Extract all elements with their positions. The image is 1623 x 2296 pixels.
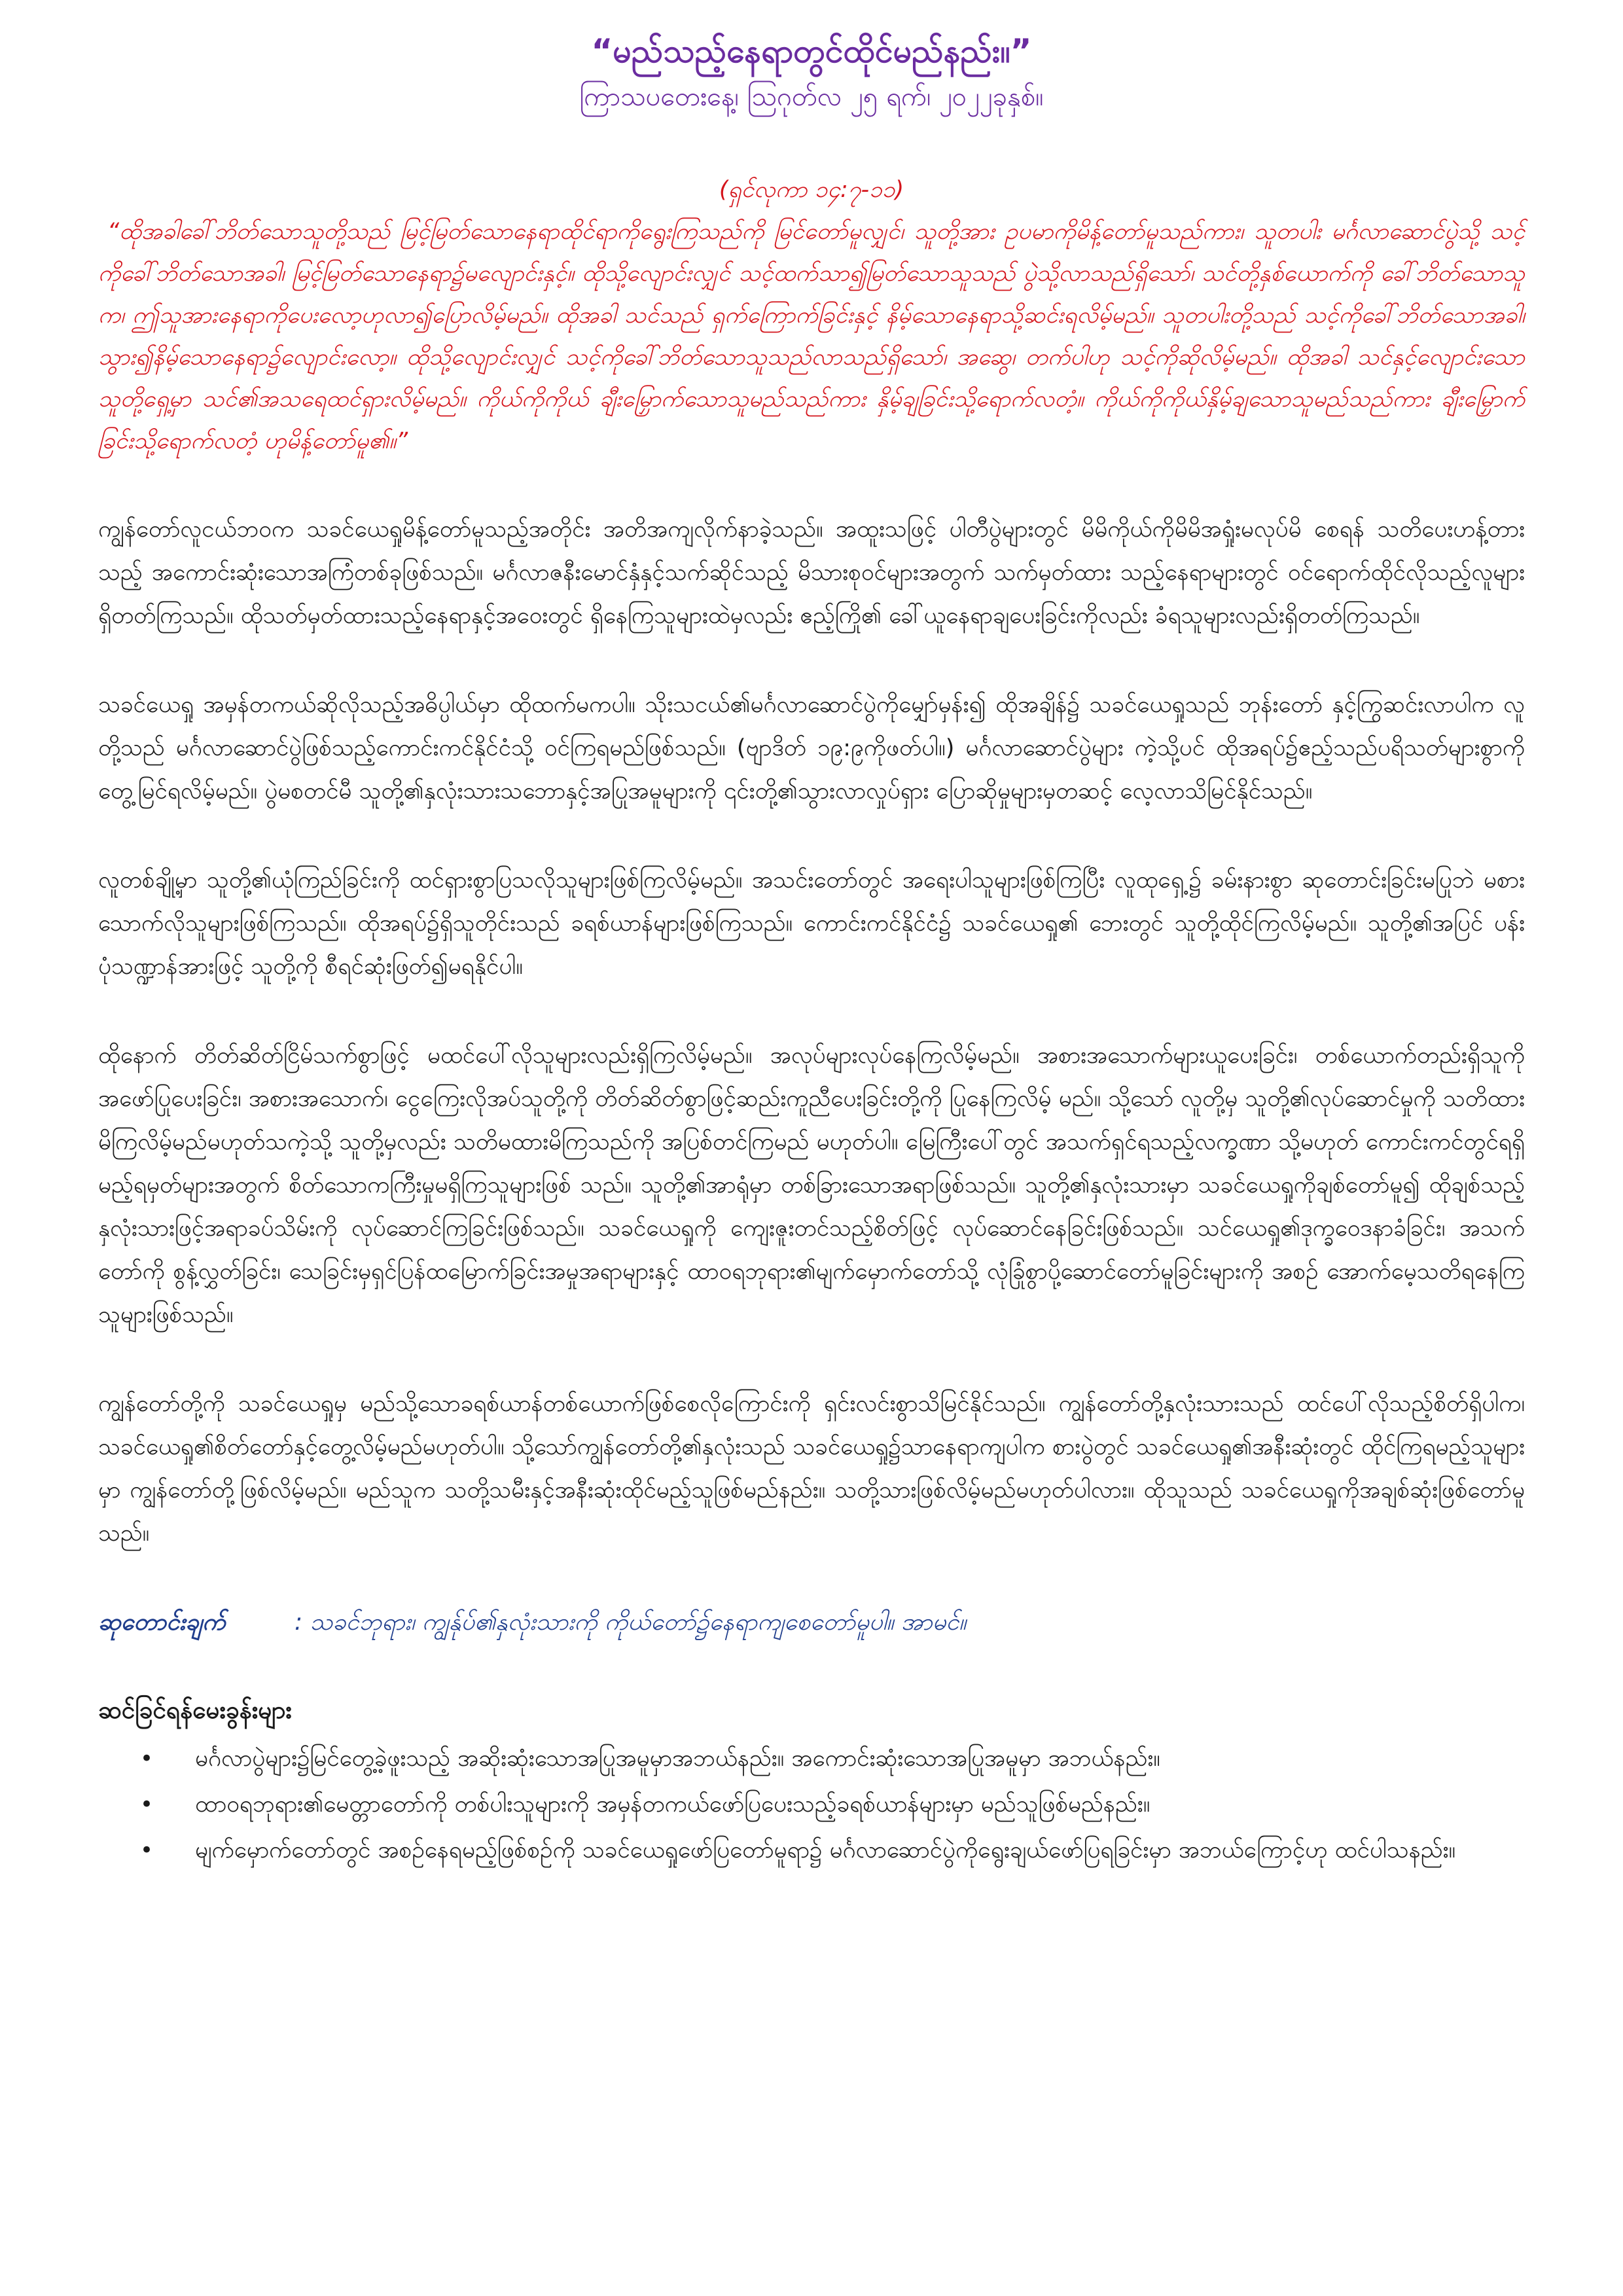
bullet-icon: • (140, 1837, 154, 1863)
bullet-icon: • (140, 1791, 154, 1818)
scripture-reference: (ရှင်လုကာ ၁၄:၇-၁၁) (719, 177, 904, 203)
reflection-questions (98, 1689, 1525, 1872)
question-item (98, 1829, 1525, 1872)
question-text: မင်္ဂလာပွဲများ၌မြင်တွေ့ခဲ့ဖူးသည့် အဆိုးဆုံးသောအပြုအမူမှာအဘယ်နည်း။ အကောင်းဆုံးသောအပြုအမူမှာ အဘယ်နည်း။ (195, 1746, 1160, 1772)
scripture-block (98, 169, 1525, 462)
question-text: ထာဝရဘုရား၏မေတ္တာတော်ကို တစ်ပါးသူများကို အမှန်တကယ်ဖော်ပြပေးသည့်ခရစ်ယာန်များမှာ မည်သူဖြစ်မည်နည်း။ (195, 1791, 1150, 1818)
question-item (98, 1737, 1525, 1780)
body-paragraph-1: ကျွန်တော်လူငယ်ဘဝက သခင်ယေရှုမိန့်တော်မူသည့်အတိုင်း အတိအကျလိုက်နာခဲ့သည်။ အထူးသဖြင့် ပါတီပွဲများတွင် မိမိကိုယ်ကိုမိမိအရှုံးမလုပ်မိ စေရန် သတိပေးဟန့်တားသည့် အကောင်းဆုံးသောအကြံတစ်ခုဖြစ်သည်။ မင်္ဂလာဇနီးမောင်နှံနှင့်သက်ဆိုင်သည့် မိသားစုဝင်များအတွက် သက်မှတ်ထား သည့်နေရာများတွင် ဝင်ရောက်ထိုင်လိုသည့်လူများရှိတတ်ကြသည်။ ထိုသတ်မှတ်ထားသည့်နေရာနှင့်အဝေးတွင် ရှိနေကြသူများထဲမှလည်း ဧည့်ကြို၏ ခေါ်ယူနေရာချပေးခြင်းကိုလည်း ခံရသူများလည်းရှိတတ်ကြသည်။ (98, 516, 1525, 629)
body-paragraph-3: လူတစ်ချို့မှာ သူတို့၏ယုံကြည်ခြင်းကို ထင်ရှားစွာပြသလိုသူများဖြစ်ကြလိမ့်မည်။ အသင်းတော်တွင် အရေးပါသူများဖြစ်ကြပြီး လူထုရှေ့၌ ခမ်းနားစွာ ဆုတောင်းခြင်းမပြုဘဲ မစားသောက်လိုသူများဖြစ်ကြသည်။ ထိုအရပ်၌ရှိသူတိုင်းသည် ခရစ်ယာန်များဖြစ်ကြသည်။ ကောင်းကင်နိုင်ငံ၌ သခင်ယေရှု၏ ဘေးတွင် သူတို့ထိုင်ကြလိမ့်မည်။ သူတို့၏အပြင် ပန်းပုံသဏ္ဍာန်အားဖြင့် သူတို့ကို စီရင်ဆုံးဖြတ်၍မရနိုင်ပါ။ (98, 867, 1525, 980)
prayer-text: : သခင်ဘုရား၊ ကျွန်ုပ်၏နှလုံးသားကို ကိုယ်တော်၌နေရာကျစေတော်မူပါ။ အာမင်။ (294, 1609, 967, 1636)
questions-heading: ဆင်ခြင်ရန်မေးခွန်းများ (98, 1696, 292, 1724)
date-line: ကြာသပတေးနေ့၊ ဩဂုတ်လ ၂၅ ရက်၊ ၂၀၂၂ခုနှစ်။ (579, 82, 1044, 112)
question-item (98, 1783, 1525, 1826)
question-text: မျက်မှောက်တော်တွင် အစဉ်နေရမည့်ဖြစ်စဉ်ကို သခင်ယေရှုဖော်ပြတော်မူရာ၌ မင်္ဂလာဆောင်ပွဲကိုရွေးချယ်ဖော်ပြရခြင်းမှာ အဘယ်ကြောင့်ဟု ထင်ပါသနည်း။ (195, 1837, 1456, 1863)
body-paragraph-5: ကျွန်တော်တို့ကို သခင်ယေရှုမှ မည်သို့သောခရစ်ယာန်တစ်ယောက်ဖြစ်စေလိုကြောင်းကို ရှင်းလင်းစွာသိမြင်နိုင်သည်။ ကျွန်တော်တို့နှလုံးသားသည် ထင်ပေါ်လိုသည့်စိတ်ရှိပါက၊ သခင်ယေရှု၏စိတ်တော်နှင့်တွေ့လိမ့်မည်မဟုတ်ပါ။ သို့သော်ကျွန်တော်တို့၏နှလုံးသည် သခင်ယေရှု၌သာနေရာကျပါက စားပွဲတွင် သခင်ယေရှု၏အနီးဆုံးတွင် ထိုင်ကြရမည့်သူများမှာ ကျွန်တော်တို့ဖြစ်လိမ့်မည်။ မည်သူက သတို့သမီးနှင့်အနီးဆုံးထိုင်မည့်သူဖြစ်မည်နည်း။ သတို့သားဖြစ်လိမ့်မည်မဟုတ်ပါလား။ ထိုသူသည် သခင်ယေရှုကိုအချစ်ဆုံးဖြစ်တော်မူသည်။ (98, 1391, 1525, 1547)
questions-list (98, 1737, 1525, 1872)
prayer-label: ဆုတောင်းချက် (98, 1609, 226, 1636)
prayer-line (98, 1601, 1525, 1644)
body-paragraph-2: သခင်ယေရှု အမှန်တကယ်ဆိုလိုသည့်အဓိပ္ပါယ်မှာ ထိုထက်မကပါ။ သိုးသငယ်၏မင်္ဂလာဆောင်ပွဲကိုမျှော်မှန်း၍ ထိုအချိန်၌ သခင်ယေရှုသည် ဘုန်းတော် နှင့်ကြွဆင်းလာပါက လူတို့သည် မင်္ဂလာဆောင်ပွဲဖြစ်သည့်ကောင်းကင်နိုင်ငံသို့ ဝင်ကြရမည်ဖြစ်သည်။ (ဗျာဒိတ် ၁၉:၉ကိုဖတ်ပါ။) မင်္ဂလာဆောင်ပွဲများ ကဲ့သို့ပင် ထိုအရပ်၌ဧည့်သည်ပရိသတ်များစွာကို တွေ့မြင်ရလိမ့်မည်။ ပွဲမစတင်မီ သူတို့၏နှလုံးသားသဘောနှင့်အပြုအမူများကို ၎င်းတို့၏သွားလာလှုပ်ရှား ပြောဆိုမှုများမှတဆင့် လေ့လာသိမြင်နိုင်သည်။ (98, 692, 1525, 804)
devotional-page (98, 26, 1525, 1874)
bullet-icon: • (140, 1746, 154, 1772)
scripture-text: “ထိုအခါခေါ်ဘိတ်သောသူတို့သည် မြင့်မြတ်သောနေရာထိုင်ရာကိုရွေးကြသည်ကို မြင်တော်မူလျှင်၊ သူတို့အား ဥပမာကိုမိန့်တော်မူသည်ကား၊ သူတပါး မင်္ဂလာဆောင်ပွဲသို့ သင့်ကိုခေါ်ဘိတ်သောအခါ၊ မြင့်မြတ်သောနေရာ၌မလျောင်းနှင့်။ ထိုသို့လျောင်းလျှင် သင့်ထက်သာ၍မြတ်သောသူသည် ပွဲသို့လာသည်ရှိသော်၊ သင်တို့နှစ်ယောက်ကို ခေါ်ဘိတ်သောသူက၊ ဤသူအားနေရာကိုပေးလော့ဟုလာ၍ပြောလိမ့်မည်။ ထိုအခါ သင်သည် ရှက်ကြောက်ခြင်းနှင့် နိမ့်သောနေရာသို့ဆင်းရလိမ့်မည်။ သူတပါးတို့သည် သင့်ကိုခေါ်ဘိတ်သောအခါ၊ သွား၍နိမ့်သောနေရာ၌လျောင်းလော့။ ထိုသို့လျောင်းလျှင် သင့်ကိုခေါ်ဘိတ်သောသူသည်လာသည်ရှိသော်၊ အဆွေ၊ တက်ပါဟု သင့်ကိုဆိုလိမ့်မည်။ ထိုအခါ သင်နှင့်လျောင်းသောသူတို့ရှေ့မှာ သင်၏အသရေထင်ရှားလိမ့်မည်။ ကိုယ်ကိုကိုယ် ချီးမြှောက်သောသူမည်သည်ကား နှိမ့်ချခြင်းသို့ရောက်လတံ့။ ကိုယ်ကိုကိုယ်နှိမ့်ချသောသူမည်သည်ကား ချီးမြှောက်ခြင်းသို့ရောက်လတံ့ ဟုမိန့်တော်မူ၏။” (98, 219, 1525, 454)
body-paragraph-4: ထိုနောက် တိတ်ဆိတ်ငြိမ်သက်စွာဖြင့် မထင်ပေါ်လိုသူများလည်းရှိကြလိမ့်မည်။ အလုပ်များလုပ်နေကြလိမ့်မည်။ အစားအသောက်များယူပေးခြင်း၊ တစ်ယောက်တည်းရှိသူကိုအဖော်ပြုပေးခြင်း၊ အစားအသောက်၊ ငွေကြေးလိုအပ်သူတို့ကို တိတ်ဆိတ်စွာဖြင့်ဆည်းကူညီပေးခြင်းတို့ကို ပြုနေကြလိမ့် မည်။ သို့သော် လူတို့မှ သူတို့၏လုပ်ဆောင်မှုကို သတိထားမိကြလိမ့်မည်မဟုတ်သကဲ့သို့ သူတို့မှလည်း သတိမထားမိကြသည်ကို အပြစ်တင်ကြမည် မဟုတ်ပါ။ မြေကြီးပေါ်တွင် အသက်ရှင်ရသည့်လက္ခဏာ သို့မဟုတ် ကောင်းကင်တွင်ရရှိမည့်ရမှတ်များအတွက် စိတ်သောကကြီးမှုမရှိကြသူများဖြစ် သည်။ သူတို့၏အာရုံမှာ တစ်ခြားသောအရာဖြစ်သည်။ သူတို့၏နှလုံးသားမှာ သခင်ယေရှုကိုချစ်တော်မူ၍ ထိုချစ်သည့်နှလုံးသားဖြင့်အရာခပ်သိမ်းကို လုပ်ဆောင်ကြခြင်းဖြစ်သည်။ သခင်ယေရှုကို ကျေးဇူးတင်သည့်စိတ်ဖြင့် လုပ်ဆောင်နေခြင်းဖြစ်သည်။ သင်ယေရှု၏ဒုက္ခဝေဒနာခံခြင်း၊ အသက်တော်ကို စွန့်လွှတ်ခြင်း၊ သေခြင်းမှရှင်ပြန်ထမြောက်ခြင်းအမှုအရာများနှင့် ထာဝရဘုရား၏မျက်မှောက်တော်သို့ လုံခြုံစွာပို့ဆောင်တော်မူခြင်းများကို အစဉ် အောက်မေ့သတိရနေကြသူများဖြစ်သည်။ (98, 1043, 1525, 1328)
page-title: “မည်သည့်နေရာတွင်ထိုင်မည်နည်း။” (591, 32, 1032, 70)
